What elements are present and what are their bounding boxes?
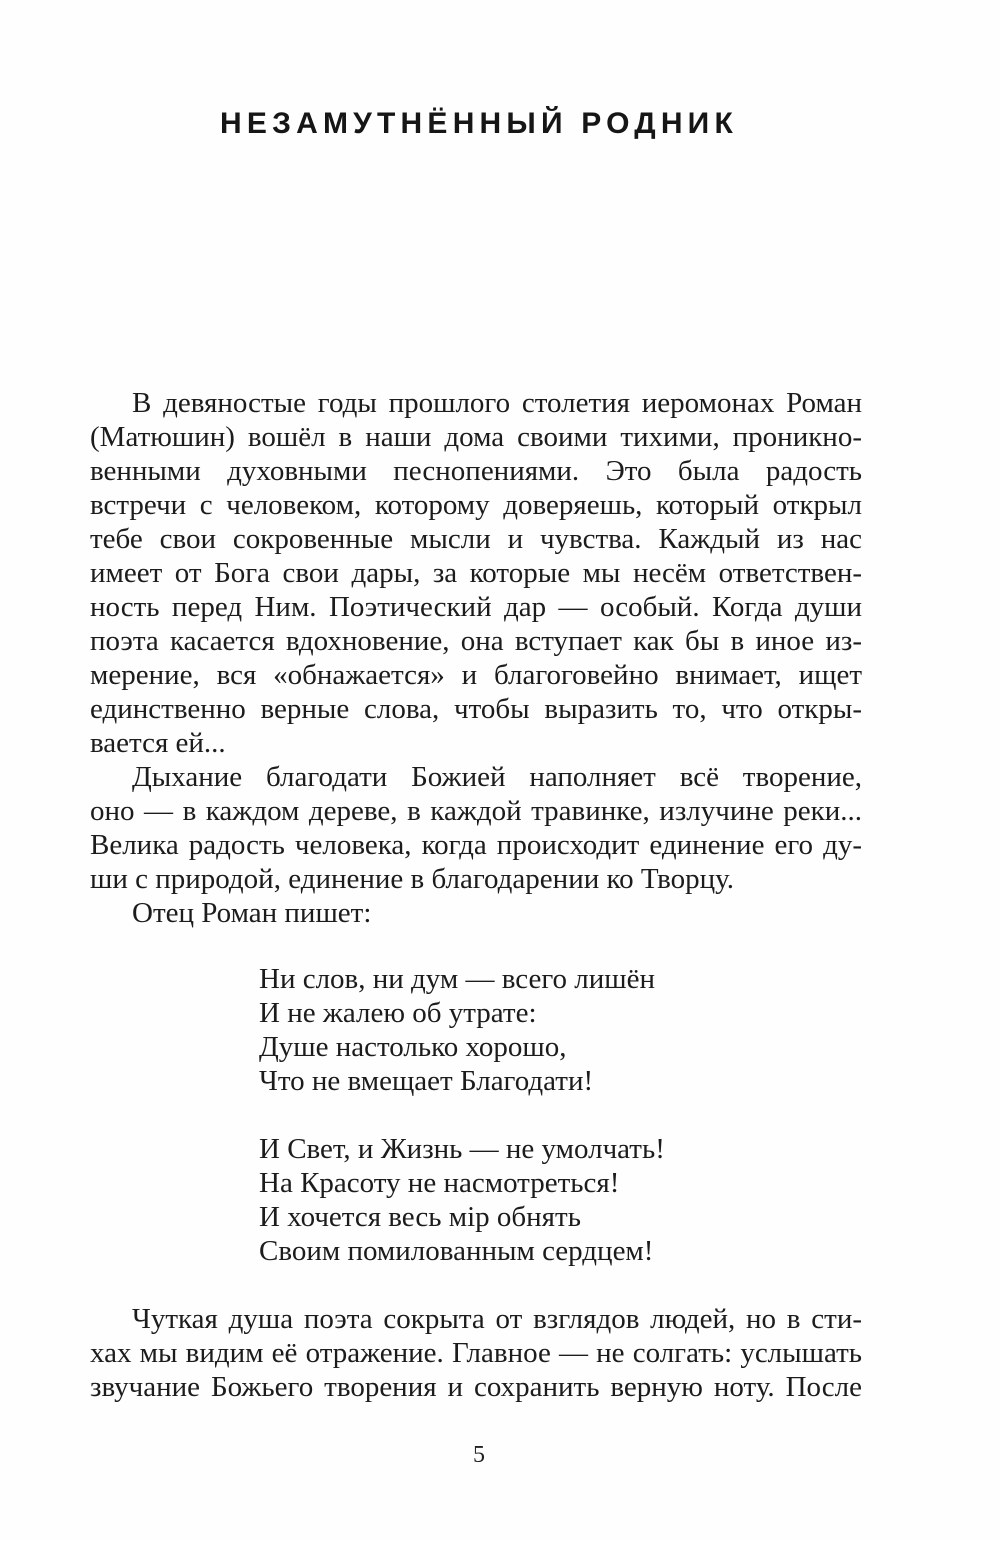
text-line: мерение, вся «обнажается» и благоговейно внимает, ищет: [90, 659, 862, 691]
text-line: венными духовными песнопениями. Это была радость: [90, 455, 862, 487]
text-line: В девяностые годы прошлого столетия иеромонах Роман: [132, 387, 862, 419]
text-line: хах мы видим её отражение. Главное — не солгать: услышать: [90, 1337, 862, 1369]
text-line: вается ей...: [90, 727, 226, 759]
text-line: звучание Божьего творения и сохранить верную ноту. После: [90, 1371, 862, 1403]
poem-intro-line: Отец Роман пишет:: [132, 897, 372, 929]
poem-line: Ни слов, ни дум — всего лишён: [259, 963, 656, 995]
text-line: тебе свои сокровенные мысли и чувства. Каждый из нас: [90, 523, 862, 555]
poem-line: На Красоту не насмотреться!: [259, 1167, 620, 1199]
chapter-title: НЕЗАМУТНЁННЫЙ РОДНИК: [220, 107, 738, 140]
poem-line: Своим помилованным сердцем!: [259, 1235, 654, 1267]
text-line: поэта касается вдохновение, она вступает как бы в иное из-: [90, 625, 862, 657]
page-number: 5: [473, 1442, 485, 1468]
text-line: встречи с человеком, которому доверяешь, который открыл: [90, 489, 862, 521]
poem-line: Душе настолько хорошо,: [259, 1031, 567, 1063]
text-line: (Матюшин) вошёл в наши дома своими тихими, проникно-: [90, 421, 862, 453]
text-line: оно — в каждом дереве, в каждой травинке, излучине реки...: [90, 795, 862, 827]
text-line: имеет от Бога свои дары, за которые мы несём ответствен-: [90, 557, 862, 589]
poem-line: И хочется весь мір обнять: [259, 1201, 581, 1233]
text-line: ность перед Ним. Поэтический дар — особый. Когда души: [90, 591, 862, 623]
text-line: Дыхание благодати Божией наполняет всё творение,: [132, 761, 862, 793]
poem-line: И не жалею об утрате:: [259, 997, 537, 1029]
text-line: Велика радость человека, когда происходит единение его ду-: [90, 829, 862, 861]
text-line: ши с природой, единение в благодарении ко Творцу.: [90, 863, 734, 895]
text-line: единственно верные слова, чтобы выразить то, что откры-: [90, 693, 862, 725]
poem-line: И Свет, и Жизнь — не умолчать!: [259, 1133, 665, 1165]
text-line: Чуткая душа поэта сокрыта от взглядов людей, но в сти-: [132, 1303, 862, 1335]
poem-line: Что не вмещает Благодати!: [259, 1065, 594, 1097]
